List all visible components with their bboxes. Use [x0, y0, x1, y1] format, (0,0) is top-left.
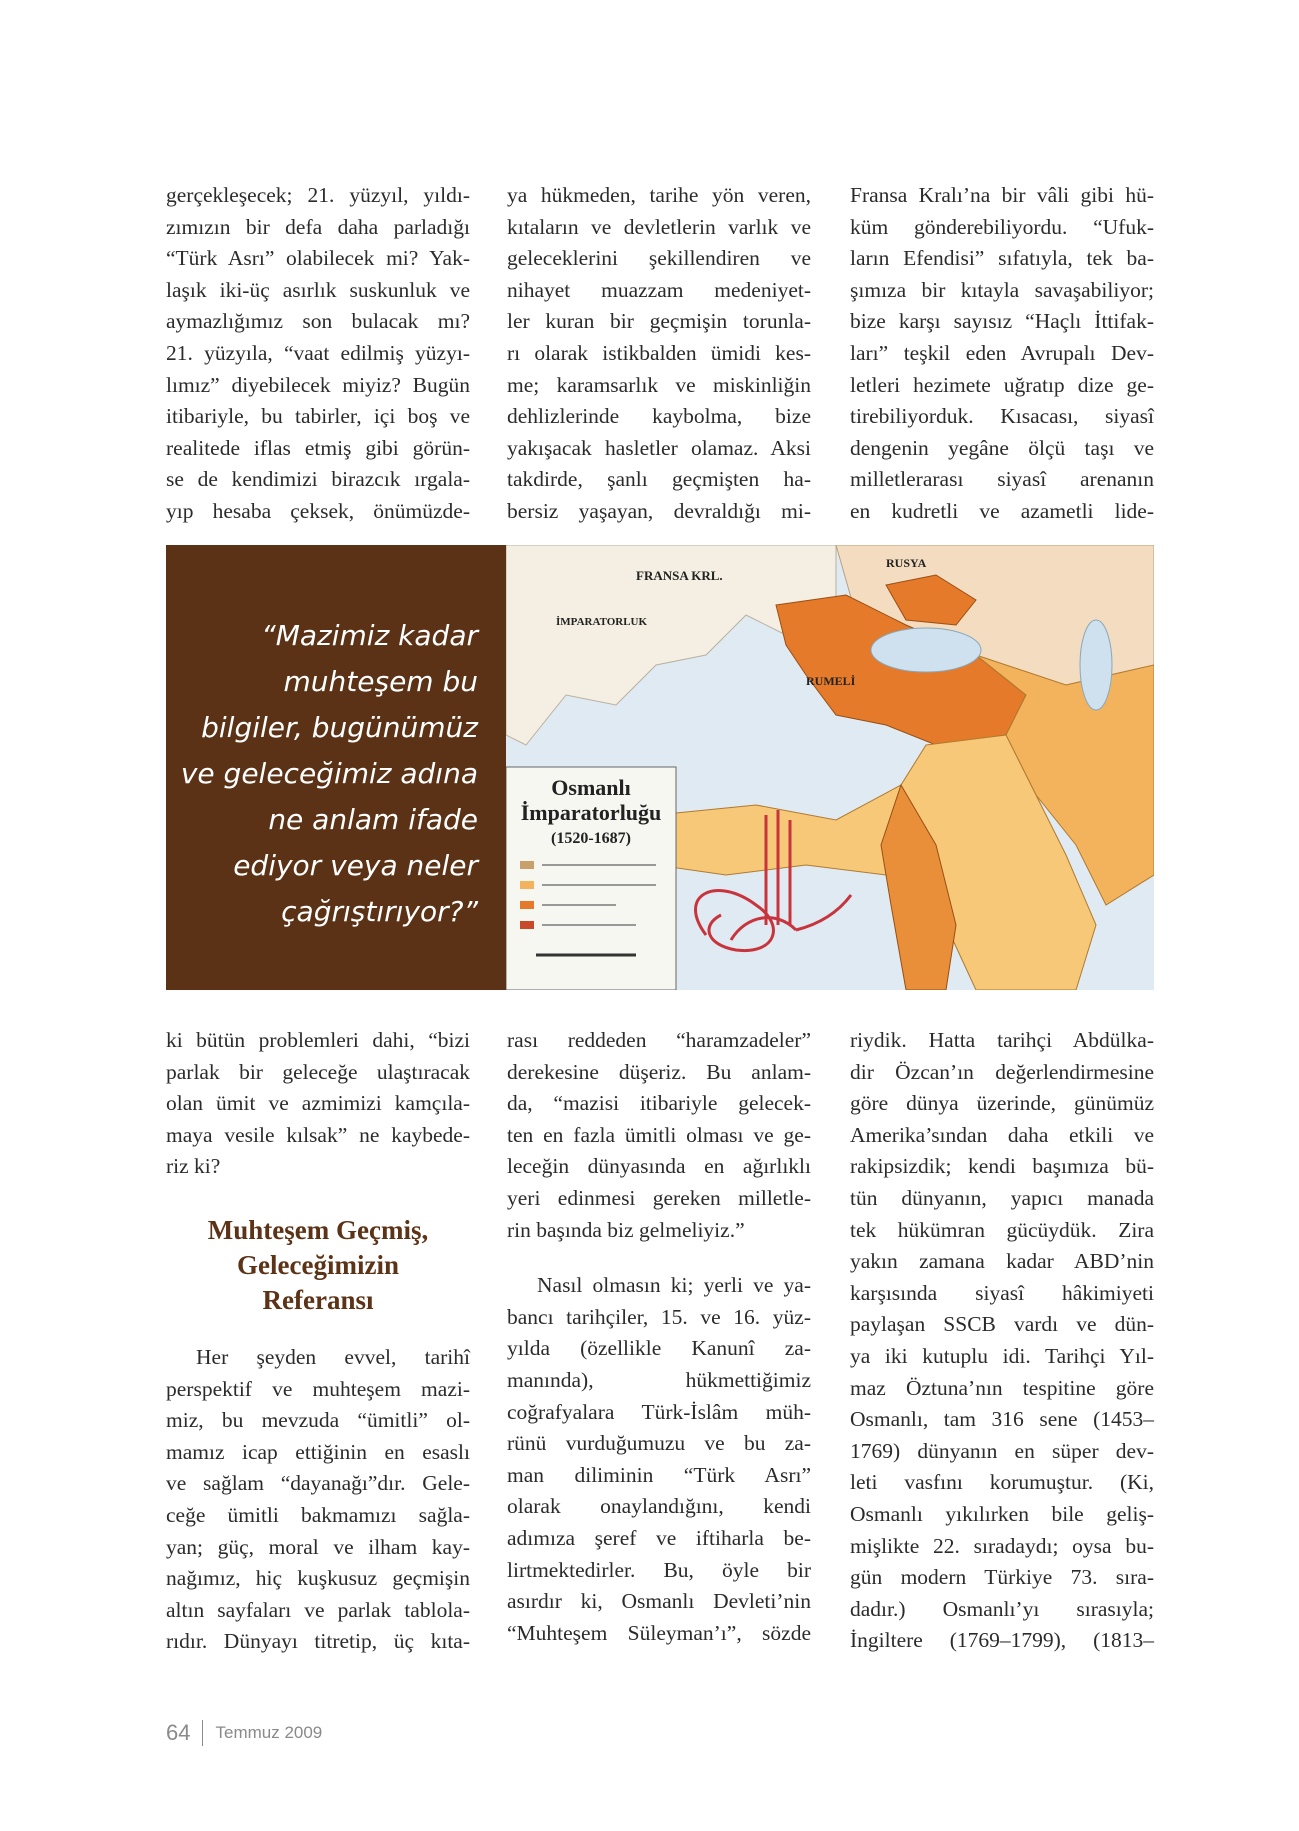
- text-line: adımıza şeref ve iftiharla be-: [507, 1525, 811, 1550]
- map-label-russia: RUSYA: [886, 556, 927, 570]
- top-column-1: [166, 180, 470, 528]
- text-line: nihayet muazzam medeniyet-: [507, 277, 811, 302]
- text-line: aymazlığımız son bulacak mı?: [166, 309, 470, 334]
- text-line: bize karşı sayısız “Haçlı İttifak-: [850, 309, 1154, 334]
- page-number: 64: [166, 1720, 191, 1745]
- text-line: mişlikte 22. sıradaydı; oysa bu-: [850, 1533, 1154, 1558]
- text-line: leti vasfını korumuştur. (Ki,: [850, 1470, 1154, 1495]
- text-line: yeri edinmesi gereken milletle-: [507, 1185, 811, 1210]
- text-line: rası reddeden “haramzadeler”: [507, 1028, 811, 1052]
- pull-quote-line: muhteşem bu: [283, 665, 478, 698]
- text-line: tek hükümran gücüydük. Zira: [850, 1217, 1154, 1242]
- text-line: karşısında siyasî hâkimiyeti: [850, 1280, 1154, 1305]
- bottom-column-3: [850, 1025, 1154, 1657]
- pull-quote-line: çağrıştırıyor?”: [281, 895, 478, 928]
- text-line: maz Öztuna’nın tespitine göre: [850, 1375, 1154, 1400]
- map-title-line-2: İmparatorluğu: [520, 800, 662, 825]
- text-line: ları” teşkil eden Avrupalı Dev-: [850, 340, 1154, 365]
- text-line: tirebiliyorduk. Kısacası, siyasî: [850, 404, 1154, 429]
- text-line: “Muhteşem Süleyman’ı”, sözde: [507, 1620, 811, 1645]
- text-line: yıp hesaba çeksek, önümüzde-: [166, 498, 470, 523]
- text-line: şımıza bir kıtayla savaşabiliyor;: [850, 277, 1154, 302]
- text-line: manında), hükmettiğimiz: [507, 1367, 811, 1392]
- top-column-3: [850, 180, 1154, 528]
- text-line: itibariyle, bu tabirler, içi boş ve: [166, 404, 470, 429]
- text-line: ve sağlam “dayanağı”dır. Gele-: [166, 1471, 470, 1496]
- text-line: parlak bir geleceğe ulaştıracak: [166, 1059, 470, 1084]
- text-line: bersiz yaşayan, devraldığı mi-: [507, 498, 811, 523]
- text-line: riz ki?: [166, 1154, 221, 1179]
- text-line: yan; güç, moral ve ilham kay-: [166, 1534, 470, 1559]
- text-line: 21. yüzyıla, “vaat edilmiş yüzyı-: [166, 340, 470, 365]
- text-line: yılda (özellikle Kanunî za-: [507, 1336, 811, 1361]
- section-heading: [166, 1213, 470, 1318]
- text-line: Osmanlı, tam 316 sene (1453–: [850, 1407, 1154, 1432]
- text-line: küm gönderebiliyordu. “Ufuk-: [850, 214, 1154, 239]
- text-line: yakın zamana kadar ABD’nin: [850, 1249, 1154, 1274]
- text-line: derekesine düşeriz. Bu anlam-: [507, 1059, 811, 1084]
- map-title-line-1: Osmanlı: [551, 775, 631, 800]
- map-label-france: FRANSA KRL.: [636, 568, 723, 583]
- text-line: olan ümit ve azmimizi kamçıla-: [166, 1091, 470, 1116]
- text-line: takdirde, şanlı geçmişten ha-: [507, 467, 811, 492]
- text-line: da, “mazisi itibariyle gelecek-: [507, 1091, 811, 1116]
- text-line: Her şeyden evvel, tarihî: [196, 1344, 470, 1369]
- text-line: rıdır. Dünyayı titretip, üç kıta-: [166, 1629, 470, 1654]
- text-line: miz, bu mevzuda “ümitli” ol-: [166, 1408, 470, 1433]
- text-line: gün modern Türkiye 73. sıra-: [850, 1565, 1154, 1590]
- text-line: altın sayfaları ve parlak tablola-: [166, 1597, 470, 1622]
- top-column-2: [507, 180, 811, 528]
- text-line: dadır.) Osmanlı’yı sırasıyla;: [850, 1596, 1154, 1621]
- text-line: bancı tarihçiler, 15. ve 16. yüz-: [507, 1304, 811, 1329]
- text-line: nağımız, hiç kuşkusuz geçmişin: [166, 1566, 470, 1591]
- text-line: perspektif ve muhteşem mazi-: [166, 1376, 470, 1401]
- paragraph-conclusion: [166, 1025, 470, 1183]
- text-line: göre dünya üzerinde, günümüz: [850, 1091, 1154, 1116]
- paragraph-section-intro: [166, 1342, 470, 1658]
- text-line: se de kendimizi birazcık ırgala-: [166, 467, 470, 492]
- text-line: rakipsizdik; kendi başımıza bü-: [850, 1154, 1154, 1179]
- text-line: geleceklerini şekillendiren ve: [507, 246, 811, 271]
- text-line: man diliminin “Türk Asrı”: [507, 1462, 811, 1487]
- text-line: lirtmektedirler. Bu, öyle bir: [507, 1557, 811, 1582]
- pull-quote-line: ediyor veya neler: [233, 849, 478, 882]
- text-line: mamız icap ettiğinin en esaslı: [166, 1439, 470, 1464]
- issue-date: Temmuz 2009: [215, 1723, 323, 1742]
- text-line: rünü vurduğumuzu ve bu za-: [507, 1431, 811, 1456]
- text-line: Osmanlı yıkılırken bile geliş-: [850, 1501, 1154, 1526]
- text-line: asırdır ki, Osmanlı Devleti’nin: [507, 1589, 811, 1614]
- bottom-column-2: [507, 1025, 811, 1649]
- text-line: Amerika’sından daha etkili ve: [850, 1122, 1154, 1147]
- heading-line: Geleceğimizin: [237, 1249, 399, 1280]
- text-line: leceğin dünyasında en ağırlıklı: [507, 1154, 811, 1179]
- text-line: ya iki kutuplu idi. Tarihçi Yıl-: [850, 1343, 1154, 1368]
- text-line: en kudretli ve azametli lide-: [850, 498, 1154, 523]
- pull-quote-line: “Mazimiz kadar: [261, 619, 478, 652]
- map-label-rumeli: RUMELİ: [806, 674, 856, 688]
- bottom-column-1: [166, 1025, 470, 1658]
- text-line: zımızın bir defa daha parladığı: [166, 214, 470, 239]
- text-line: dengenin yegâne ölçü taşı ve: [850, 435, 1154, 460]
- text-line: ten en fazla ümitli olması ve ge-: [507, 1122, 811, 1147]
- pull-quote-line: ve geleceğimiz adına: [180, 757, 478, 790]
- map-title-line-3: (1520-1687): [551, 830, 631, 847]
- text-line: tün dünyanın, yapıcı manada: [850, 1185, 1154, 1210]
- map-graphic: [506, 545, 1154, 990]
- text-line: ler kuran bir geçmişin torunla-: [507, 309, 811, 334]
- paragraph-quote: [507, 1025, 811, 1246]
- paragraph-historians: [507, 1270, 811, 1649]
- pull-quote-line: ne anlam ifade: [268, 803, 478, 836]
- text-line: me; karamsarlık ve miskinliğin: [507, 372, 811, 397]
- text-line: ların Efendisi” sıfatıyla, tek ba-: [850, 246, 1154, 271]
- text-line: dehlizlerinde kaybolma, bize: [507, 404, 811, 429]
- text-line: rı olarak istikbalden ümidi kes-: [507, 340, 811, 365]
- text-line: Nasıl olmasın ki; yerli ve ya-: [537, 1273, 811, 1298]
- text-line: realitede iflas etmiş gibi görün-: [166, 435, 470, 460]
- text-line: ceğe ümitli bakmamızı sağla-: [166, 1502, 470, 1527]
- text-line: riydik. Hatta tarihçi Abdülka-: [850, 1028, 1154, 1052]
- heading-line: Muhteşem Geçmiş,: [207, 1214, 429, 1245]
- text-line: Fransa Kralı’na bir vâli gibi hü-: [850, 183, 1154, 207]
- text-line: İngiltere (1769–1799), (1813–: [850, 1628, 1154, 1653]
- pull-quote-line: bilgiler, bugünümüz: [201, 711, 478, 744]
- text-line: kıtaların ve devletlerin varlık ve: [507, 214, 811, 239]
- text-line: lımız” diyebilecek miyiz? Bugün: [166, 372, 470, 397]
- page-footer: [166, 1720, 322, 1746]
- text-line: laşık iki-üç asırlık suskunluk ve: [166, 277, 470, 302]
- text-line: letleri hezimete uğratıp dize ge-: [850, 372, 1154, 397]
- pull-quote-text: [178, 613, 478, 935]
- text-line: ya hükmeden, tarihe yön veren,: [507, 183, 811, 207]
- ottoman-empire-map: [506, 545, 1154, 990]
- map-label-empire: İMPARATORLUK: [556, 616, 648, 628]
- text-line: olarak onaylandığını, kendi: [507, 1494, 811, 1519]
- text-line: 1769) dünyanın en süper dev-: [850, 1438, 1154, 1463]
- text-line: milletlerarası siyasî arenanın: [850, 467, 1154, 492]
- heading-line: Referansı: [262, 1284, 374, 1315]
- text-line: maya vesile kılsak” ne kaybede-: [166, 1122, 470, 1147]
- footer-divider: [202, 1720, 203, 1746]
- text-line: rin başında biz gelmeliyiz.”: [507, 1217, 745, 1242]
- text-line: paylaşan SSCB vardı ve dün-: [850, 1312, 1154, 1337]
- pull-quote-box: [166, 545, 506, 990]
- text-line: yakışacak hasletler olamaz. Aksi: [507, 435, 811, 460]
- text-line: gerçekleşecek; 21. yüzyıl, yıldı-: [166, 183, 470, 207]
- text-line: coğrafyalara Türk-İslâm müh-: [507, 1399, 811, 1424]
- text-line: ki bütün problemleri dahi, “bizi: [166, 1028, 470, 1052]
- text-line: dir Özcan’ın değerlendirmesine: [850, 1059, 1154, 1084]
- text-line: “Türk Asrı” olabilecek mi? Yak-: [166, 246, 470, 271]
